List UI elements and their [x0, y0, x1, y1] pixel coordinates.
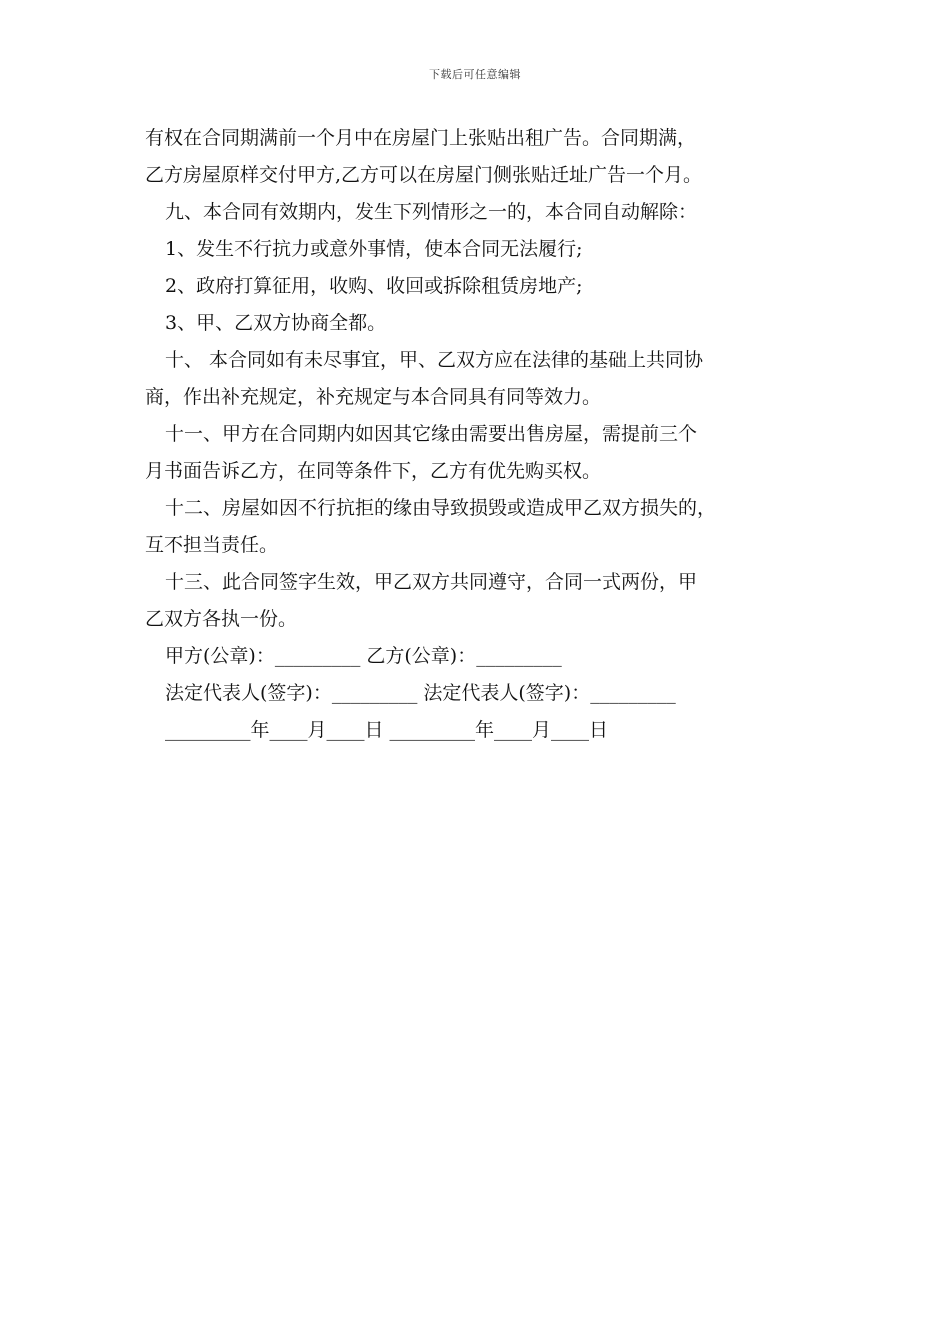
clause-twelve-line: 互不担当责任。 — [145, 534, 279, 556]
clause-nine-line: 九、本合同有效期内，发生下列情形之一的，本合同自动解除： — [165, 201, 698, 223]
clause-thirteen-line: 十三、此合同签字生效，甲乙双方共同遵守，合同一式两份，甲 — [165, 571, 698, 593]
signature-date-line: _________年____月____日 _________年____月____日 — [165, 719, 609, 741]
clause-ten-line: 十、 本合同如有未尽事宜，甲、乙双方应在法律的基础上共同协 — [165, 349, 704, 371]
paragraph-line: 乙方房屋原样交付甲方,乙方可以在房屋门侧张贴迁址广告一个月。 — [145, 164, 703, 186]
clause-nine-item-3: 3、甲、乙双方协商全都。 — [165, 312, 387, 334]
clause-nine-item-2: 2、政府打算征用，收购、收回或拆除租赁房地产; — [165, 275, 583, 297]
clause-nine-item-1: 1、发生不行抗力或意外事情，使本合同无法履行; — [165, 238, 583, 260]
paragraph-line: 有权在合同期满前一个月中在房屋门上张贴出租广告。合同期满， — [145, 127, 697, 149]
signature-representative-line: 法定代表人(签字)：_________ 法定代表人(签字)：_________ — [165, 682, 676, 704]
clause-eleven-line: 十一、甲方在合同期内如因其它缘由需要出售房屋，需提前三个 — [165, 423, 698, 445]
document-body — [145, 120, 815, 749]
page-header: 下载后可任意编辑 — [429, 68, 521, 81]
clause-thirteen-line: 乙双方各执一份。 — [145, 608, 298, 630]
clause-ten-line: 商，作出补充规定，补充规定与本合同具有同等效力。 — [145, 386, 602, 408]
clause-eleven-line: 月书面告诉乙方，在同等条件下，乙方有优先购买权。 — [145, 460, 602, 482]
signature-seal-line: 甲方(公章)：_________ 乙方(公章)：_________ — [165, 645, 562, 667]
clause-twelve-line: 十二、房屋如因不行抗拒的缘由导致损毁或造成甲乙双方损失的， — [165, 497, 717, 519]
